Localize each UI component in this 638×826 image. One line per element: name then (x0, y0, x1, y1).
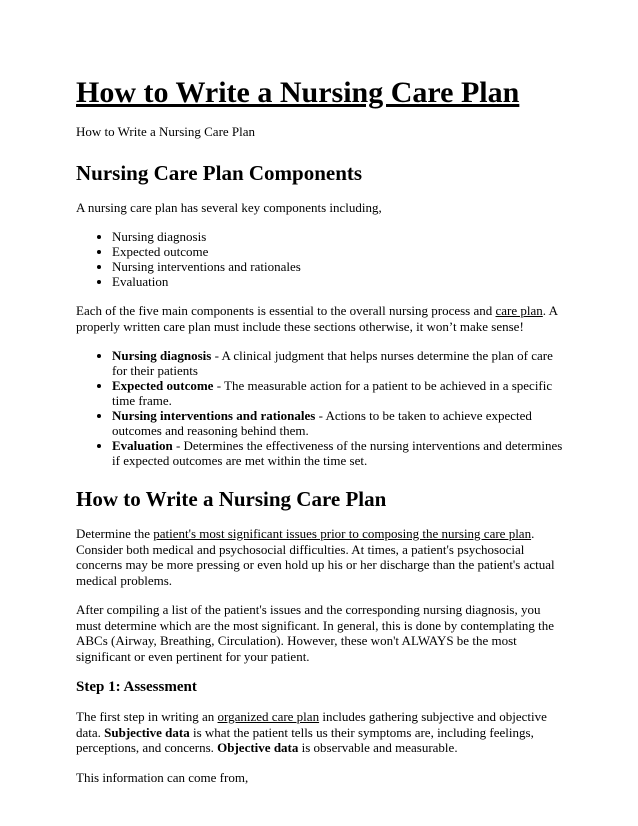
objective-data-term: Objective data (217, 740, 299, 755)
definitions-list (76, 348, 568, 468)
page-title: How to Write a Nursing Care Plan (76, 76, 520, 109)
list-item: • Evaluation (112, 274, 568, 289)
list-item: • Nursing interventions and rationales (112, 259, 568, 274)
components-intro: A nursing care plan has several key components including, (76, 199, 382, 215)
components-heading: Nursing Care Plan Components (76, 160, 363, 185)
paragraph-text: Determine the (76, 526, 154, 541)
organized-care-plan-link[interactable]: organized care plan (217, 709, 320, 724)
list-item: • Nursing diagnosis (112, 229, 568, 244)
paragraph-text: is observable and measurable. (298, 740, 458, 755)
definition-term: Expected outcome (112, 378, 214, 393)
significant-issues-link[interactable]: patient's most significant issues prior to composing the nursing care plan (153, 526, 532, 541)
definition-text: - Actions to be taken to achieve expected outcomes and reasoning behind them. (112, 408, 532, 438)
definition-text: - Determines the effectiveness of the nursing interventions and determines if expected outcomes are met within the time set. (112, 438, 563, 468)
list-item: • Expected outcome (112, 244, 568, 259)
paragraph-text: includes gathering subjective and objective data. (76, 709, 547, 740)
definition-term: Nursing diagnosis (112, 348, 212, 363)
definition-item (112, 408, 568, 438)
care-plan-link[interactable]: care plan (495, 303, 543, 318)
components-list (76, 229, 568, 289)
paragraph-text: . Consider both medical and psychosocial difficulties. At times, a patient's psychosocial concerns may be more pressing or even hold up his or her discharge than the patient's actual medical problems. (76, 526, 555, 588)
paragraph-text: is what the patient tells us their symptoms are, including feelings, perceptions, and concerns. (76, 724, 534, 755)
definition-text: - The measurable action for a patient to be achieved in a specific time frame. (112, 378, 553, 408)
page-subtitle: How to Write a Nursing Care Plan (76, 124, 256, 139)
paragraph-text: Each of the five main components is essential to the overall nursing process and (76, 303, 496, 318)
definition-item (112, 378, 568, 408)
howto-paragraph-2: After compiling a list of the patient's issues and the corresponding nursing diagnosis, you must determine which are the most significant. In general, this is done by contemplating the ABCs (Airway, Breathing, Circulation). However, these won't ALWAYS be the most significant or even pertinent for your patient. (76, 602, 554, 664)
definition-text: - A clinical judgment that helps nurses determine the plan of care for their patients (112, 348, 553, 378)
definition-term: Nursing interventions and rationales (112, 408, 316, 423)
components-paragraph (76, 303, 568, 334)
howto-heading: How to Write a Nursing Care Plan (76, 487, 387, 511)
step1-paragraph-2: This information can come from, (76, 769, 249, 785)
definition-term: Evaluation (112, 438, 173, 453)
step1-heading: Step 1: Assessment (76, 679, 197, 695)
definition-item (112, 438, 568, 468)
subjective-data-term: Subjective data (104, 724, 190, 740)
paragraph-text: The first step in writing an (76, 709, 218, 724)
howto-paragraph-1 (76, 526, 568, 588)
step1-paragraph-1 (76, 709, 568, 756)
paragraph-text: . A properly written care plan must include these sections otherwise, it won’t make sense! (76, 303, 558, 334)
definition-item (112, 348, 568, 378)
